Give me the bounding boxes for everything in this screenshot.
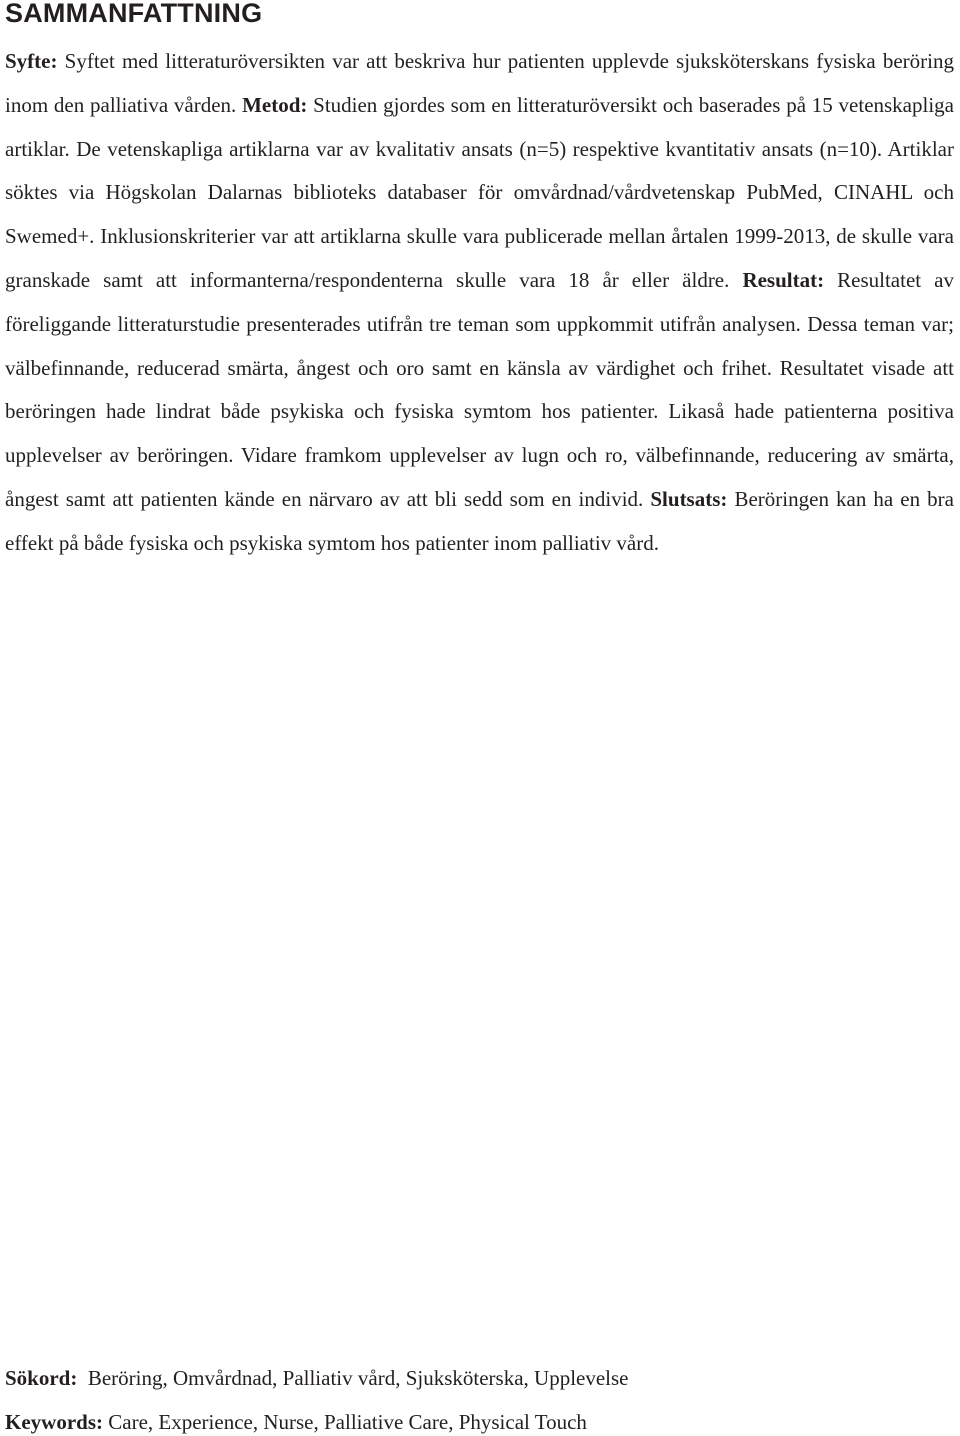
abstract-paragraph (5, 40, 954, 566)
sokord-text: Beröring, Omvårdnad, Palliativ vård, Sjuksköterska, Upplevelse (87, 1366, 629, 1390)
section-heading: SAMMANFATTNING (5, 0, 263, 28)
sokord-label: Sökord: (5, 1366, 78, 1390)
resultat-label: Resultat: (742, 267, 825, 292)
slutsats-text: Beröringen kan ha en bra effekt på både fysiska och psykiska symtom hos patienter inom palliativ vård. (5, 486, 954, 555)
keywords-text: Care, Experience, Nurse, Palliative Care, Physical Touch (108, 1410, 587, 1434)
keywords-label: Keywords: (5, 1410, 103, 1434)
resultat-text: Resultatet av föreliggande litteraturstudie presenterades utifrån tre teman som uppkommit utifrån analysen. Dessa teman var; välbefinnande, reducerad smärta, ångest och oro samt en känsla av värdighet och frihet. Resultatet visade att beröringen hade lindrat både psykiska och fysiska symtom hos patienter. Likaså hade patienterna positiva upplevelser av beröringen. Vidare framkom upplevelser av lugn och ro, välbefinnande, reducering av smärta, ångest samt att patienten kände en närvaro av att bli sedd som en individ. (5, 267, 954, 511)
syfte-label: Syfte: (5, 49, 58, 73)
keywords-line (5, 1408, 945, 1436)
metod-label: Metod: (242, 92, 308, 117)
syfte-text: Syftet med litteraturöversikten var att beskriva hur patienten upplevde sjuksköterskans fysiska beröring inom den palliativa vården. (5, 49, 954, 117)
metod-text: Studien gjordes som en litteraturöversikt och baserades på 15 vetenskapliga artiklar. De vetenskapliga artiklarna var av kvalitativ ansats (n=5) respektive kvantitativ ansats (n=10). Artiklar söktes via Högskolan Dalarnas biblioteks databaser för omvårdnad/vårdvetenskap PubMed, CINAHL och Swemed+. Inklusionskriterier var att artiklarna skulle vara publicerade mellan årtalen 1999-2013, de skulle vara granskade samt att informanterna/respondenterna skulle vara 18 år eller äldre. (5, 92, 954, 292)
sokord-line (5, 1364, 945, 1392)
slutsats-label: Slutsats: (650, 486, 728, 511)
